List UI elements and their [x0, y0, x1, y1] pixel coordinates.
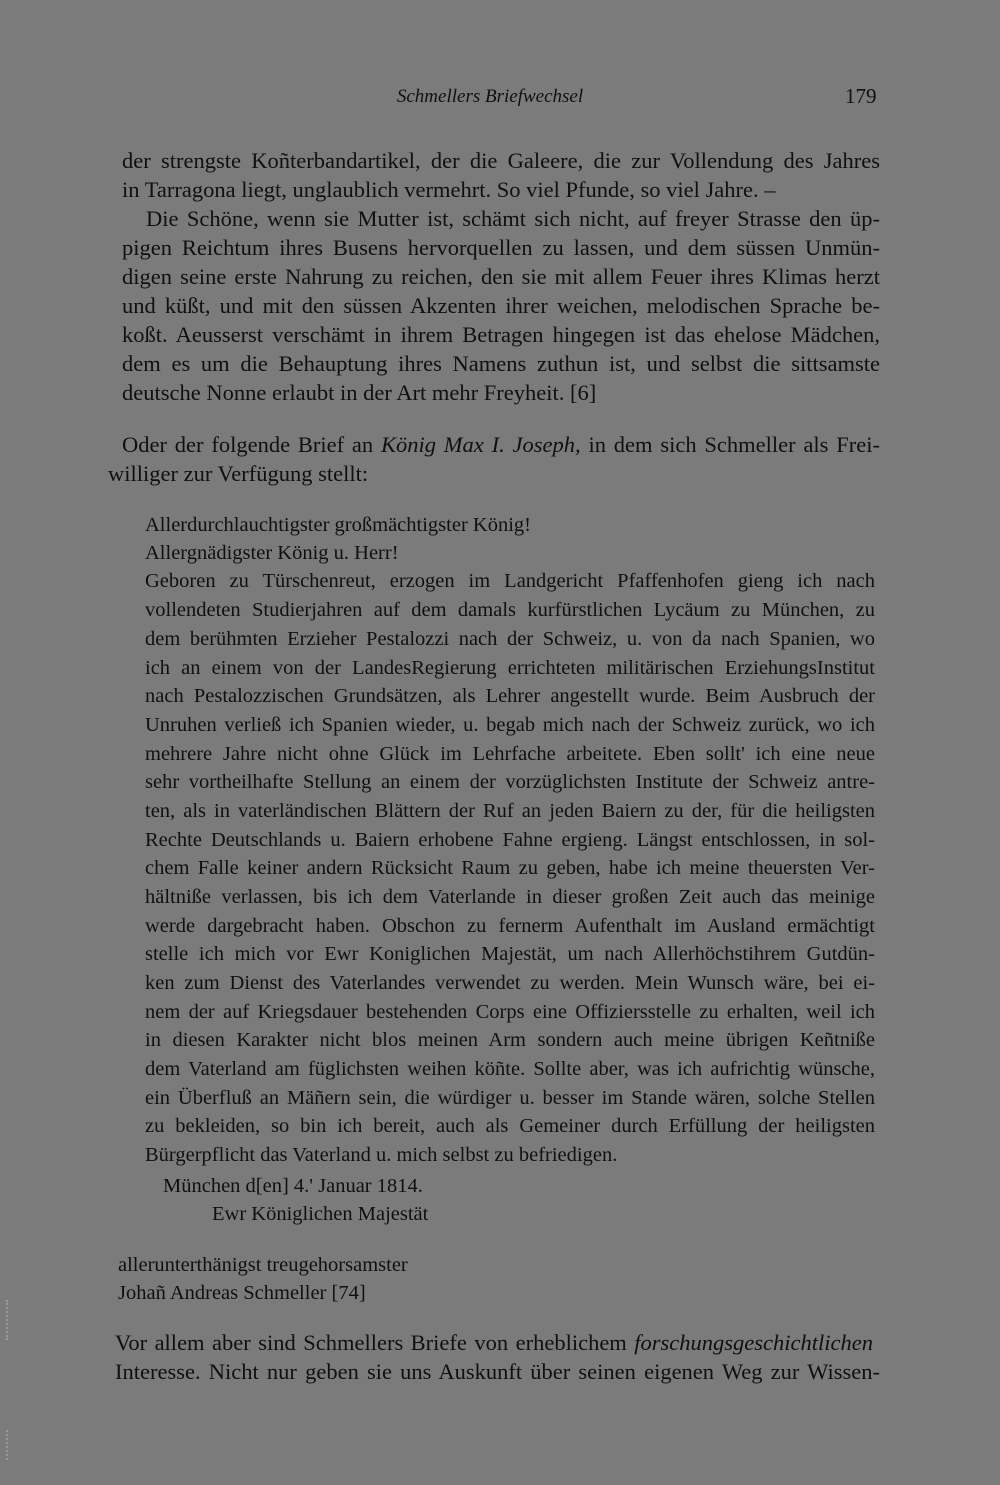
- italic-addressee: König Max I. Joseph,: [380, 432, 581, 457]
- letter-line: Rechte Deutschlands u. Baiern erhobene Fahne ergieng. Längst entschlossen, in sol-: [145, 829, 875, 851]
- text-line: dem es um die Behauptung ihres Namens zuthun ist, und selbst die sittsamste: [122, 351, 880, 376]
- letter-date: München d[en] 4.' Januar 1814.: [163, 1175, 423, 1197]
- letter-closing: allerunterthänigst treugehorsamster: [118, 1254, 408, 1276]
- letter-line: zu bekleiden, so bin ich bereit, auch als Gemeiner durch Erfüllung der heiligsten: [145, 1115, 875, 1137]
- text-line: Oder der folgende Brief an König Max I. Joseph, in dem sich Schmeller als Frei-: [122, 432, 880, 457]
- text-line: williger zur Verfügung stellt:: [108, 461, 369, 486]
- text-line: und küßt, und mit den süssen Akzenten ihrer weichen, melodischen Sprache be-: [122, 293, 880, 318]
- text-line: deutsche Nonne erlaubt in der Art mehr Freyheit. [6]: [122, 380, 597, 405]
- text-line: Interesse. Nicht nur geben sie uns Auskunft über seinen eigenen Weg zur Wissen-: [115, 1359, 880, 1384]
- letter-line: ken zum Dienst des Vaterlandes verwendet zu werden. Mein Wunsch wäre, bei ei-: [145, 972, 875, 994]
- text-line: Die Schöne, wenn sie Mutter ist, schämt sich nicht, auf freyer Strasse den üp-: [146, 206, 880, 231]
- text-line: Vor allem aber sind Schmellers Briefe von erheblichem forschungsgeschichtlichen: [115, 1330, 873, 1355]
- letter-line: Bürgerpflicht das Vaterland u. mich selbst zu befriedigen.: [145, 1144, 618, 1166]
- letter-closing: Ewr Königlichen Majestät: [212, 1203, 429, 1225]
- text-line: der strengste Koñterbandartikel, der die Galeere, die zur Vollendung des Jahres: [122, 148, 880, 173]
- letter-line: chem Falle keiner andern Rücksicht Raum zu geben, habe ich meine theuersten Ver-: [145, 857, 875, 879]
- letter-line: dem berühmten Erzieher Pestalozzi nach der Schweiz, u. von da nach Spanien, wo: [145, 628, 875, 650]
- letter-line: nach Pestalozzischen Grundsätzen, als Lehrer angestellt wurde. Beim Ausbruch der: [145, 685, 875, 707]
- letter-signature: Johañ Andreas Schmeller [74]: [118, 1282, 366, 1304]
- letter-salutation: Allerdurchlauchtigster großmächtigster König!: [145, 514, 531, 536]
- text-line: pigen Reichtum ihres Busens hervorquellen zu lassen, und dem süssen Unmün-: [122, 235, 880, 260]
- letter-line: sehr vortheilhafte Stellung an einem der vorzüglichsten Institute der Schweiz antre-: [145, 771, 875, 793]
- letter-line: stelle ich mich vor Ewr Koniglichen Majestät, um nach Allerhöchstihrem Gutdün-: [145, 943, 875, 965]
- letter-line: hältniße verlassen, bis ich dem Vaterlande in dieser großen Zeit auch das meinige: [145, 886, 875, 908]
- letter-line: dem Vaterland am füglichsten weihen köñte. Sollte aber, was ich aufrichtig wünsche,: [145, 1058, 875, 1080]
- letter-line: werde dargebracht haben. Obschon zu fernerm Aufenthalt im Ausland ermächtigt: [145, 915, 875, 937]
- letter-line: ein Überfluß an Mäñern sein, die würdiger u. besser im Stande wären, solche Stellen: [145, 1087, 875, 1109]
- letter-line: Geboren zu Türschenreut, erzogen im Landgericht Pfaffenhofen gieng ich nach: [145, 570, 875, 592]
- page-number: 179: [845, 84, 877, 108]
- scan-margin-mark: [6, 1300, 10, 1340]
- text-line: koßt. Aeusserst verschämt in ihrem Betragen hingegen ist das ehelose Mädchen,: [122, 322, 880, 347]
- text-line: digen seine erste Nahrung zu reichen, den sie mit allem Feuer ihres Klimas herzt: [122, 264, 880, 289]
- text-line: in Tarragona liegt, unglaublich vermehrt. So viel Pfunde, so viel Jahre. –: [122, 177, 776, 202]
- letter-line: nem der auf Kriegsdauer bestehenden Corps eine Offiziersstelle zu erhalten, weil ich: [145, 1001, 875, 1023]
- letter-line: mehrere Jahre nicht ohne Glück im Lehrfache arbeitete. Eben sollt' ich eine neue: [145, 743, 875, 765]
- letter-line: Unruhen verließ ich Spanien wieder, u. begab mich nach der Schweiz zurück, wo ich: [145, 714, 875, 736]
- letter-line: ich an einem von der LandesRegierung errichteten militärischen ErziehungsInstitut: [145, 657, 875, 679]
- letter-line: ten, als in vaterländischen Blättern der Ruf an jeden Baiern zu der, für die heiligsten: [145, 800, 875, 822]
- scan-margin-mark: [6, 1430, 10, 1460]
- letter-line: vollendeten Studierjahren auf dem damals kurfürstlichen Lycäum zu München, zu: [145, 599, 875, 621]
- italic-term: forschungsgeschichtlichen: [634, 1330, 873, 1355]
- letter-line: in diesen Karakter nicht blos meinen Arm sondern auch meine übrigen Keñtniße: [145, 1029, 875, 1051]
- letter-salutation: Allergnädigster König u. Herr!: [145, 542, 399, 564]
- running-title: Schmellers Briefwechsel: [396, 86, 584, 107]
